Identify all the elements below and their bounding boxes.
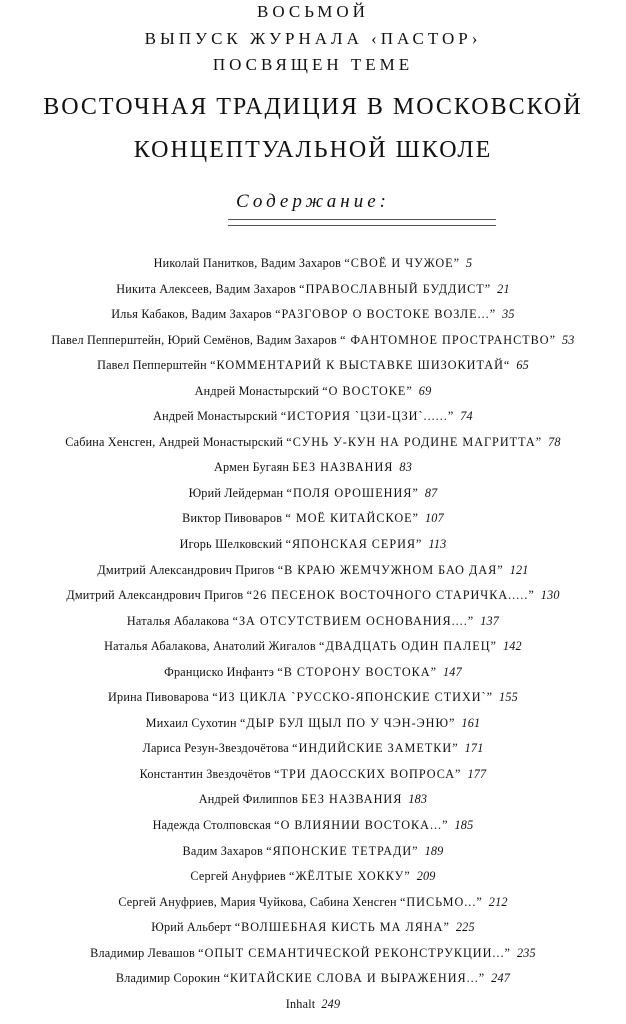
toc-entry-authors: Андрей Монастырский [194, 383, 319, 398]
toc-entry-authors: Владимир Левашов [90, 945, 195, 960]
toc-entry-authors: Наталья Абалакова, Анатолий Жигалов [104, 639, 316, 654]
toc-entry-title: “ПИСЬМО...” [399, 894, 483, 909]
toc-entry-authors: Юрий Альберт [151, 920, 232, 935]
toc-entry [0, 506, 626, 532]
toc-entry-authors: Николай Панитков, Вадим Захаров [153, 256, 342, 270]
toc-entry [0, 328, 626, 354]
contents-heading: Содержание: [236, 191, 390, 212]
toc-entry [0, 890, 626, 916]
toc-entry-page: 185 [454, 818, 474, 833]
toc-entry-title: “26 ПЕСЕНОК ВОСТОЧНОГО СТАРИЧКА.....” [246, 588, 535, 603]
toc-entry-authors: Сабина Хенсген, Андрей Монастырский [65, 434, 284, 449]
toc-entry [0, 353, 626, 379]
toc-entry-authors: Юрий Лейдерман [188, 485, 284, 500]
toc-entry-authors: Надежда Столповская [152, 818, 271, 833]
toc-entry-title: “СВОЁ И ЧУЖОЕ” [344, 256, 461, 270]
page-title-line-1: ВОСТОЧНАЯ ТРАДИЦИЯ В МОСКОВСКОЙ [43, 94, 583, 120]
toc-entry-title: “В СТОРОНУ ВОСТОКА” [277, 664, 437, 679]
toc-entry [0, 813, 626, 839]
toc-entry-authors: Андрей Филиппов [198, 792, 299, 807]
toc-entry-authors: Константин Звездочётов [139, 766, 271, 781]
toc-entry-page: 83 [399, 460, 413, 475]
toc-entry-page: 209 [416, 869, 436, 884]
toc-entry [0, 277, 626, 303]
toc-entry-page: 171 [464, 741, 484, 756]
toc-entry-title: “О ВОСТОКЕ” [322, 383, 413, 398]
toc-entry-title: “ ФАНТОМНОЕ ПРОСТРАНСТВО” [340, 332, 557, 347]
toc-entry-page: 74 [460, 409, 473, 424]
toc-entry [0, 685, 626, 711]
page-title-line-2: КОНЦЕПТУАЛЬНОЙ ШКОЛЕ [133, 137, 493, 163]
toc-entry-authors: Вадим Захаров [182, 843, 263, 858]
toc-entry-page: 137 [480, 613, 500, 628]
toc-entry-authors: Павел Пепперштейн, Юрий Семёнов, Вадим Захаров [51, 332, 337, 347]
toc-entry-authors: Сергей Ануфриев [190, 869, 286, 884]
toc-entry-title: “ПРАВОСЛАВНЫЙ БУДДИСТ” [299, 281, 492, 296]
toc-entry-title: “КИТАЙСКИЕ СЛОВА И ВЫРАЖЕНИЯ...” [223, 971, 486, 986]
toc-entry-page: 247 [491, 971, 511, 986]
toc-entry [0, 302, 626, 328]
toc-entry-title: “ЯПОНСКАЯ СЕРИЯ” [285, 537, 423, 552]
toc-entry-title: “ДЫР БУЛ ЩЫЛ ПО У ЧЭН-ЭНЮ” [239, 715, 456, 730]
toc-entry-page: 69 [418, 383, 432, 398]
toc-entry-page: 249 [321, 996, 341, 1011]
toc-entry [0, 609, 626, 635]
toc-entry-title: “О ВЛИЯНИИ ВОСТОКА...” [274, 818, 449, 833]
toc-entry-page: 65 [516, 358, 529, 373]
toc-entry-page: 155 [499, 690, 518, 705]
toc-entry-page: 121 [509, 562, 529, 577]
toc-entry [0, 787, 626, 813]
toc-entry-page: 87 [424, 485, 438, 500]
toc-entry-title: “СУНЬ У-КУН НА РОДИНЕ МАГРИТТА” [286, 434, 543, 449]
toc-entry [0, 430, 626, 456]
toc-entry-title: “ЯПОНСКИЕ ТЕТРАДИ” [266, 843, 419, 858]
divider-top [228, 219, 496, 220]
toc-entry-page: 225 [455, 920, 475, 935]
toc-entry-page: 78 [548, 434, 561, 449]
toc-entry-authors: Михаил Сухотин [145, 715, 237, 730]
toc-entry-page: 35 [502, 307, 515, 322]
toc-entry-authors: Наталья Абалакова [126, 613, 230, 628]
toc-entry-page: 147 [442, 664, 462, 679]
toc-entry-authors: Владимир Сорокин [115, 971, 221, 986]
toc-entry-title: “ИСТОРИЯ `ЦЗИ-ЦЗИ`......” [280, 409, 455, 424]
toc-entry-title: “ЖЁЛТЫЕ ХОККУ” [289, 869, 411, 884]
toc-entry-title: “ВОЛШЕБНАЯ КИСТЬ МА ЛЯНА” [234, 920, 450, 935]
toc-entry-title: “ИНДИЙСКИЕ ЗАМЕТКИ” [292, 741, 459, 756]
header-line-1: ВОСЬМОЙ [257, 2, 369, 21]
toc-entry-page: 235 [516, 945, 536, 960]
toc-entry [0, 583, 626, 609]
toc-entry [0, 251, 626, 277]
toc-entry-page: 161 [461, 715, 481, 730]
header-line-3: ПОСВЯЩЕН ТЕМЕ [212, 55, 414, 74]
toc-entry-authors: Армен Бугаян [213, 460, 290, 475]
divider-bottom [228, 225, 496, 226]
toc-entry-page: 142 [502, 639, 522, 654]
toc-entry-title: БЕЗ НАЗВАНИЯ [301, 792, 403, 807]
toc-entry [0, 379, 626, 405]
toc-entry-page: 21 [497, 281, 510, 296]
toc-entry-page: 177 [467, 766, 487, 781]
toc-entry-title: “РАЗГОВОР О ВОСТОКЕ ВОЗЛЕ...” [275, 307, 497, 322]
toc-entry [0, 992, 626, 1018]
toc-entry [0, 532, 626, 558]
toc-entry [0, 966, 626, 992]
toc-entry-page: 5 [466, 256, 473, 270]
toc-entry-title: “В КРАЮ ЖЕМЧУЖНОМ БАО ДАЯ” [277, 562, 504, 577]
toc-entry-authors: Павел Пепперштейн [97, 358, 207, 373]
toc-entry-authors: Inhalt [285, 996, 316, 1011]
toc-entry [0, 915, 626, 941]
toc-entry-authors: Никита Алексеев, Вадим Захаров [116, 281, 296, 296]
table-of-contents [0, 251, 626, 1017]
toc-entry [0, 634, 626, 660]
toc-entry-title: “ПОЛЯ ОРОШЕНИЯ” [286, 485, 419, 500]
toc-entry-authors: Виктор Пивоваров [182, 511, 283, 526]
toc-entry-authors: Дмитрий Александрович Пригов [97, 562, 275, 577]
toc-entry-authors: Андрей Монастырский [153, 409, 278, 424]
toc-entry-page: 212 [488, 894, 508, 909]
toc-entry-authors: Сергей Ануфриев, Мария Чуйкова, Сабина Хенсген [118, 894, 397, 909]
toc-entry-title: “ЗА ОТСУТСТВИЕМ ОСНОВАНИЯ....” [232, 613, 475, 628]
toc-entry-page: 113 [428, 537, 447, 552]
header-line-2: ВЫПУСК ЖУРНАЛА ‹ПАСТОР› [144, 29, 482, 48]
toc-entry-authors: Франциско Инфантэ [164, 664, 275, 679]
toc-entry [0, 941, 626, 967]
toc-entry-page: 183 [408, 792, 428, 807]
toc-entry-authors: Игорь Шелковский [179, 537, 283, 552]
toc-entry [0, 404, 626, 430]
toc-entry [0, 558, 626, 584]
toc-entry-page: 53 [562, 332, 575, 347]
toc-entry-page: 130 [540, 588, 560, 603]
toc-entry [0, 839, 626, 865]
toc-entry [0, 455, 626, 481]
toc-entry-authors: Ирина Пивоварова [108, 690, 209, 705]
toc-entry [0, 711, 626, 737]
toc-entry-page: 189 [424, 843, 444, 858]
toc-entry [0, 736, 626, 762]
toc-entry [0, 864, 626, 890]
toc-entry-title: БЕЗ НАЗВАНИЯ [292, 460, 394, 475]
toc-entry-title: “ТРИ ДАОССКИХ ВОПРОСА” [274, 766, 462, 781]
toc-entry-title: “КОММЕНТАРИЙ К ВЫСТАВКЕ ШИЗОКИТАЙ“ [210, 358, 511, 373]
toc-entry-title: “ОПЫТ СЕМАНТИЧЕСКОЙ РЕКОНСТРУКЦИИ...” [198, 945, 511, 960]
toc-entry-title: “ МОЁ КИТАЙСКОЕ” [285, 511, 419, 526]
toc-entry-page: 107 [424, 511, 444, 526]
toc-entry-authors: Дмитрий Александрович Пригов [66, 588, 244, 603]
toc-entry [0, 762, 626, 788]
toc-entry [0, 660, 626, 686]
toc-entry-authors: Лариса Резун-Звездочётова [142, 741, 289, 756]
toc-entry-title: “ДВАДЦАТЬ ОДИН ПАЛЕЦ” [319, 639, 497, 654]
toc-entry [0, 481, 626, 507]
toc-entry-title: “ИЗ ЦИКЛА `РУССКО-ЯПОНСКИЕ СТИХИ`” [212, 690, 494, 705]
toc-entry-authors: Илья Кабаков, Вадим Захаров [111, 307, 272, 322]
